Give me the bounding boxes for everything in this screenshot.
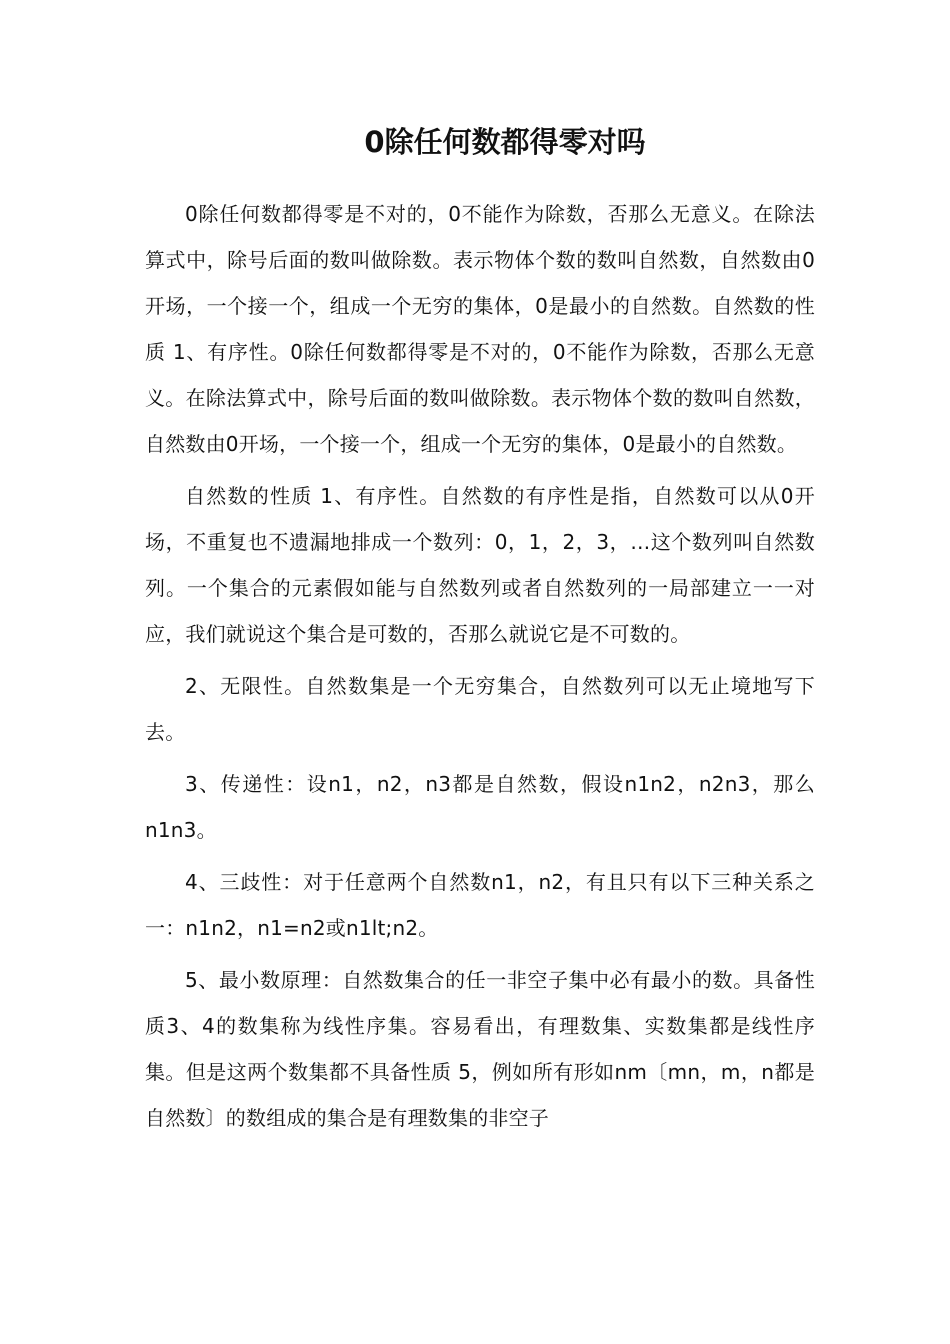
document-title: 0除任何数都得零对吗 bbox=[364, 125, 646, 159]
paragraph-3: 2、无限性。自然数集是一个无穷集合，自然数列可以无止境地写下去。 bbox=[145, 674, 815, 744]
paragraph-6: 5、最小数原理：自然数集合的任一非空子集中必有最小的数。具备性质3、4的数集称为线性序集。容易看出，有理数集、实数集都是线性序集。但是这两个数集都不具备性质 5，例如所有形如nm〔mn，m，n都是自然数〕的数组成的集合是有理数集的非空子 bbox=[145, 968, 815, 1130]
paragraph-4: 3、传递性：设n1，n2，n3都是自然数，假设n1n2，n2n3，那么n1n3。 bbox=[145, 772, 815, 842]
paragraph-5: 4、三歧性：对于任意两个自然数n1，n2，有且只有以下三种关系之一：n1n2，n1=n2或n1lt;n2。 bbox=[145, 870, 815, 940]
paragraph-2: 自然数的性质 1、有序性。自然数的有序性是指，自然数可以从0开场，不重复也不遗漏地排成一个数列：0，1，2，3，…这个数列叫自然数列。一个集合的元素假如能与自然数列或者自然数列的一局部建立一一对应，我们就说这个集合是可数的，否那么就说它是不可数的。 bbox=[145, 484, 815, 646]
document-body bbox=[145, 191, 815, 1147]
paragraph-1: 0除任何数都得零是不对的，0不能作为除数，否那么无意义。在除法算式中，除号后面的数叫做除数。表示物体个数的数叫自然数，自然数由0开场，一个接一个，组成一个无穷的集体，0是最小的自然数。自然数的性质 1、有序性。0除任何数都得零是不对的，0不能作为除数，否那么无意义。在除法算式中，除号后面的数叫做除数。表示物体个数的数叫自然数，自然数由0开场，一个接一个，组成一个无穷的集体，0是最小的自然数。 bbox=[145, 202, 815, 456]
